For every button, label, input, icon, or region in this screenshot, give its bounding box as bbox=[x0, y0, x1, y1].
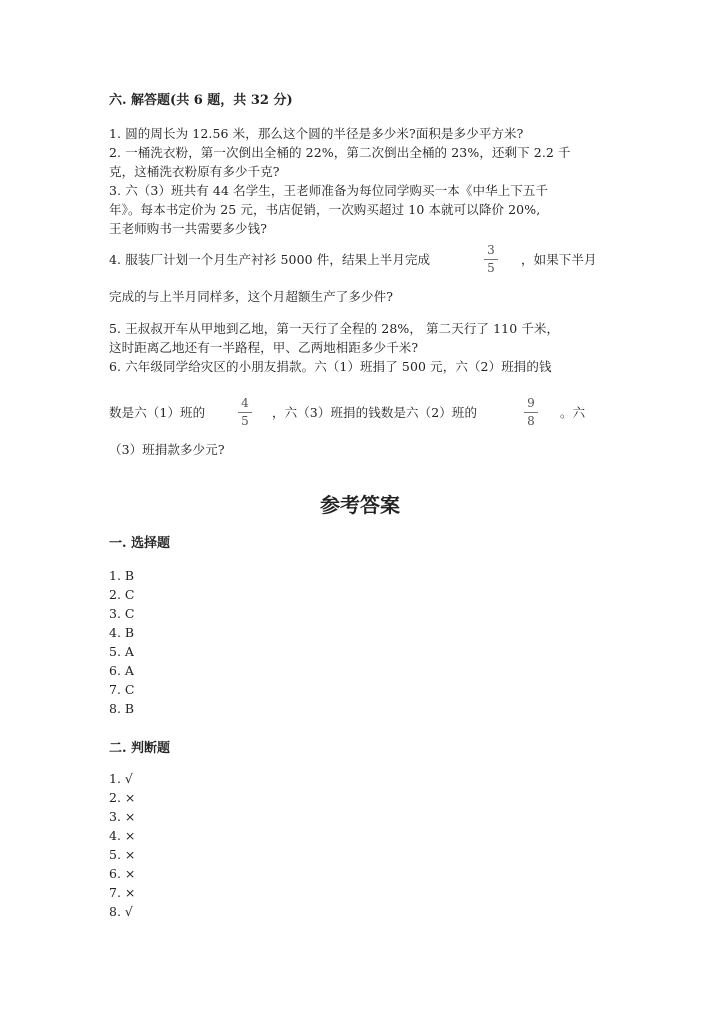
question-3-line-2: 年》。每本书定价为 25 元，书店促销，一次购买超过 10 本就可以降价 20%, bbox=[109, 202, 541, 217]
choice-answer: 7. C bbox=[109, 682, 135, 697]
question-6-part-1: 数是六（1）班的 bbox=[109, 405, 206, 420]
judge-section-heading: 二. 判断题 bbox=[109, 741, 171, 756]
question-6-part-3: 。六 bbox=[560, 405, 586, 420]
fraction-numerator: 4 bbox=[241, 396, 249, 410]
fraction-three-fifths bbox=[482, 244, 500, 275]
fraction-four-fifths bbox=[236, 397, 254, 428]
fraction-denominator: 8 bbox=[527, 414, 535, 428]
judge-answer: 4. × bbox=[109, 828, 136, 843]
choice-answer: 4. B bbox=[109, 625, 135, 640]
question-6-line-3: （3）班捐款多少元? bbox=[109, 442, 225, 457]
fraction-denominator: 5 bbox=[487, 261, 495, 275]
answer-key-title: 参考答案 bbox=[320, 493, 400, 517]
judge-answer: 8. √ bbox=[109, 904, 133, 919]
question-6-part-2: ，六（3）班捐的钱数是六（2）班的 bbox=[272, 405, 478, 420]
judge-answer: 1. √ bbox=[109, 771, 133, 786]
fraction-denominator: 5 bbox=[241, 414, 249, 428]
judge-answer: 5. × bbox=[109, 847, 136, 862]
question-2-line-1: 2. 一桶洗衣粉，第一次倒出全桶的 22%，第二次倒出全桶的 23%，还剩下 2.2 千 bbox=[109, 145, 571, 160]
question-3-line-1: 3. 六（3）班共有 44 名学生，王老师准备为每位同学购买一本《中华上下五千 bbox=[109, 183, 549, 198]
choice-section-heading: 一. 选择题 bbox=[109, 536, 171, 551]
choice-answer: 8. B bbox=[109, 701, 135, 716]
choice-answer: 5. A bbox=[109, 644, 134, 659]
fraction-numerator: 3 bbox=[487, 243, 495, 257]
question-4-part-2: ，如果下半月 bbox=[521, 252, 597, 267]
fraction-nine-eighths bbox=[522, 397, 540, 428]
fraction-bar bbox=[238, 412, 252, 413]
question-2-line-2: 克，这桶洗衣粉原有多少千克? bbox=[109, 164, 280, 179]
question-4-part-1: 4. 服装厂计划一个月生产衬衫 5000 件，结果上半月完成 bbox=[109, 252, 431, 267]
question-4-line-2: 完成的与上半月同样多，这个月超额生产了多少件? bbox=[109, 289, 394, 304]
question-5-line-2: 这时距离乙地还有一半路程，甲、乙两地相距多少千米? bbox=[109, 340, 419, 355]
fraction-bar bbox=[484, 259, 498, 260]
choice-answer: 6. A bbox=[109, 663, 134, 678]
question-5-line-1: 5. 王叔叔开车从甲地到乙地，第一天行了全程的 28%， 第二天行了 110 千米， bbox=[109, 321, 560, 336]
choice-answer: 1. B bbox=[109, 568, 135, 583]
choice-answer: 3. C bbox=[109, 606, 135, 621]
choice-answer: 2. C bbox=[109, 587, 135, 602]
question-6-line-1: 6. 六年级同学给灾区的小朋友捐款。六（1）班捐了 500 元，六（2）班捐的钱 bbox=[109, 359, 552, 374]
question-1: 1. 圆的周长为 12.56 米，那么这个圆的半径是多少米?面积是多少平方米? bbox=[109, 126, 524, 141]
fraction-bar bbox=[524, 412, 538, 413]
judge-answer: 2. × bbox=[109, 790, 136, 805]
judge-answer: 3. × bbox=[109, 809, 136, 824]
judge-answer: 6. × bbox=[109, 866, 136, 881]
fraction-numerator: 9 bbox=[527, 396, 535, 410]
judge-answer: 7. × bbox=[109, 885, 136, 900]
section-6-heading: 六. 解答题(共 6 题，共 32 分) bbox=[109, 93, 293, 108]
question-3-line-3: 王老师购书一共需要多少钱? bbox=[109, 221, 268, 236]
